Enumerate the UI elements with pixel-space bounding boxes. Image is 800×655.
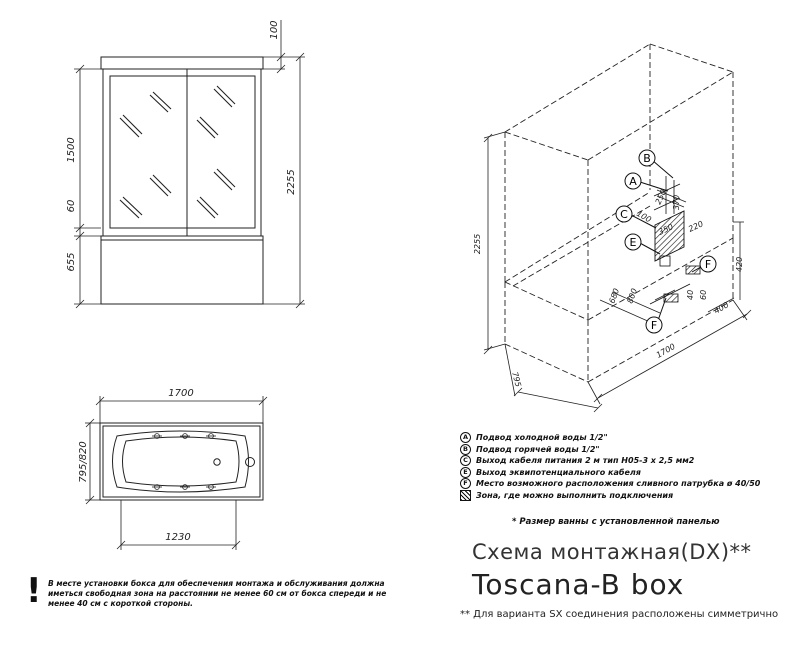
legend-text-c: Выход кабеля питания 2 м тип H05-3 x 2,5 мм2 <box>476 456 695 465</box>
hatch-swatch-icon <box>460 490 471 501</box>
plan-view <box>100 423 263 500</box>
front-view-dimensions <box>74 20 305 308</box>
model-title: Toscana-B box <box>472 568 685 601</box>
marker-f-lower: F <box>650 319 658 332</box>
legend-key-b: B <box>460 444 471 455</box>
legend-key-e: E <box>460 467 471 478</box>
iso-dim-height: 2255 <box>473 233 482 255</box>
marker-b: B <box>643 152 651 165</box>
iso-dim-370: 370 <box>672 194 681 210</box>
iso-dim-400: 400 <box>712 300 731 316</box>
legend-key-c: C <box>460 455 471 466</box>
schema-title: Схема монтажная(DX)** <box>472 540 752 564</box>
plan-view-dimensions <box>85 396 267 550</box>
iso-dim-1700: 1700 <box>654 341 677 360</box>
legend-item-f <box>460 478 790 490</box>
marker-a: A <box>629 175 637 188</box>
iso-dim-40: 40 <box>686 289 695 300</box>
legend-item-e <box>460 467 790 479</box>
front-dim-upper: 1500 <box>66 137 77 163</box>
iso-dim-100: 100 <box>635 208 653 225</box>
iso-dim-795: 795 <box>510 370 523 388</box>
iso-dim-420: 420 <box>735 256 744 272</box>
iso-dim-350: 350 <box>657 222 675 237</box>
front-view <box>101 57 263 304</box>
legend-text-b: Подвод горячей воды 1/2" <box>476 444 600 454</box>
legend-key-f: F <box>460 478 471 489</box>
iso-dim-250: 250 <box>653 188 669 206</box>
front-dim-total: 2255 <box>286 169 297 195</box>
warning-icon: ! <box>26 571 42 611</box>
iso-view-dimensions <box>484 132 751 412</box>
marker-f-upper: F <box>704 258 712 271</box>
plan-dim-width: 795/820 <box>78 441 89 483</box>
legend-text-e: Выход эквипотенциального кабеля <box>476 467 641 477</box>
legend-item-a <box>460 432 790 444</box>
iso-dim-220: 220 <box>687 219 705 234</box>
front-dim-mid: 60 <box>66 199 77 213</box>
iso-dim-800: 800 <box>625 287 640 305</box>
legend-item-hatch <box>460 490 790 502</box>
legend-text-hatch: Зона, где можно выполнить подключения <box>476 490 674 500</box>
plan-dim-inner: 1230 <box>165 532 191 543</box>
footnote: ** Для варианта SX соединения расположены симметрично <box>460 609 779 620</box>
legend-key-a: A <box>460 432 471 443</box>
size-note: * Размер ванны с установленной панелью <box>512 517 720 527</box>
legend-item-c <box>460 455 790 467</box>
marker-c: C <box>620 208 628 221</box>
plan-dim-length: 1700 <box>168 388 194 399</box>
legend-text-f: Место возможного расположения сливного патрубка ø 40/50 <box>476 479 761 488</box>
legend-text-a: Подвод холодной воды 1/2" <box>476 433 608 442</box>
front-dim-top: 100 <box>269 20 280 40</box>
iso-dim-680: 680 <box>607 287 622 305</box>
marker-e: E <box>629 236 637 249</box>
front-dim-lower: 655 <box>66 252 77 272</box>
legend <box>460 432 790 501</box>
legend-item-b <box>460 444 790 456</box>
warning-text: В месте установки бокса для обеспечения монтажа и обслуживания должна иметься свободная зона на расстоянии не менее 60 см от бокса спереди и не менее 40 см с короткой стороны. <box>48 579 387 608</box>
iso-dim-60: 60 <box>699 289 708 300</box>
